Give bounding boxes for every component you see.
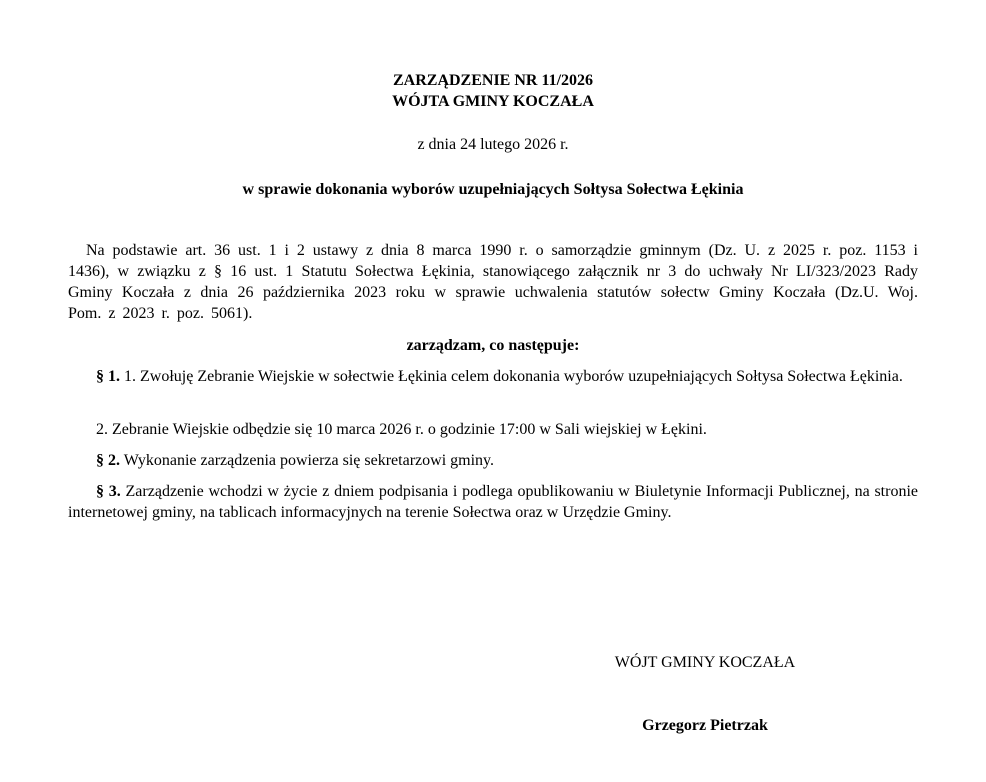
section-1-paragraph-1	[68, 366, 918, 387]
document-title	[68, 70, 918, 112]
document-date: z dnia 24 lutego 2026 r.	[417, 136, 569, 153]
section-text: Zarządzenie wchodzi w życie z dniem podpisania i podlega opublikowaniu w Biuletynie Informacji Publicznej, na stronie internetowej gminy, na tablicach informacyjnych na terenie Sołectwa oraz w Urzędzie Gminy.	[68, 483, 919, 521]
section-number: § 1.	[96, 368, 120, 385]
signature-name: Grzegorz Pietrzak	[642, 717, 768, 734]
order-line: zarządzam, co następuje:	[406, 337, 580, 354]
section-2-paragraph	[68, 450, 918, 471]
title-line-2: WÓJTA GMINY KOCZAŁA	[392, 93, 594, 110]
section-number: § 2.	[96, 452, 120, 469]
signature-title: WÓJT GMINY KOCZAŁA	[614, 654, 796, 671]
section-text: Wykonanie zarządzenia powierza się sekretarzowi gminy.	[123, 452, 494, 469]
title-line-1: ZARZĄDZENIE NR 11/2026	[392, 72, 594, 89]
legal-basis-paragraph: Na podstawie art. 36 ust. 1 i 2 ustawy z dnia 8 marca 1990 r. o samorządzie gminnym (Dz. U. z 2025 r. poz. 1153 i 1436), w związku z § 16 ust. 1 Statutu Sołectwa Łękinia, stanowiącego załącznik nr 3 do uchwały Nr LI/323/2023 Rady Gminy Koczała z dnia 26 października 2023 roku w sprawie uchwalenia statutów sołectw Gminy Koczała (Dz.U. Woj. Pom. z 2023 r. poz. 5061).	[68, 242, 918, 322]
section-1-paragraph-2: 2. Zebranie Wiejskie odbędzie się 10 marca 2026 r. o godzinie 17:00 w Sali wiejskiej w Łękini.	[96, 421, 707, 438]
document-subject: w sprawie dokonania wyborów uzupełniających Sołtysa Sołectwa Łękinia	[242, 181, 744, 198]
section-number: § 3.	[96, 483, 121, 500]
section-text: 1. Zwołuję Zebranie Wiejskie w sołectwie Łękinia celem dokonania wyborów uzupełniających Sołtysa Sołectwa Łękinia.	[124, 368, 903, 385]
section-3-paragraph	[68, 481, 918, 523]
